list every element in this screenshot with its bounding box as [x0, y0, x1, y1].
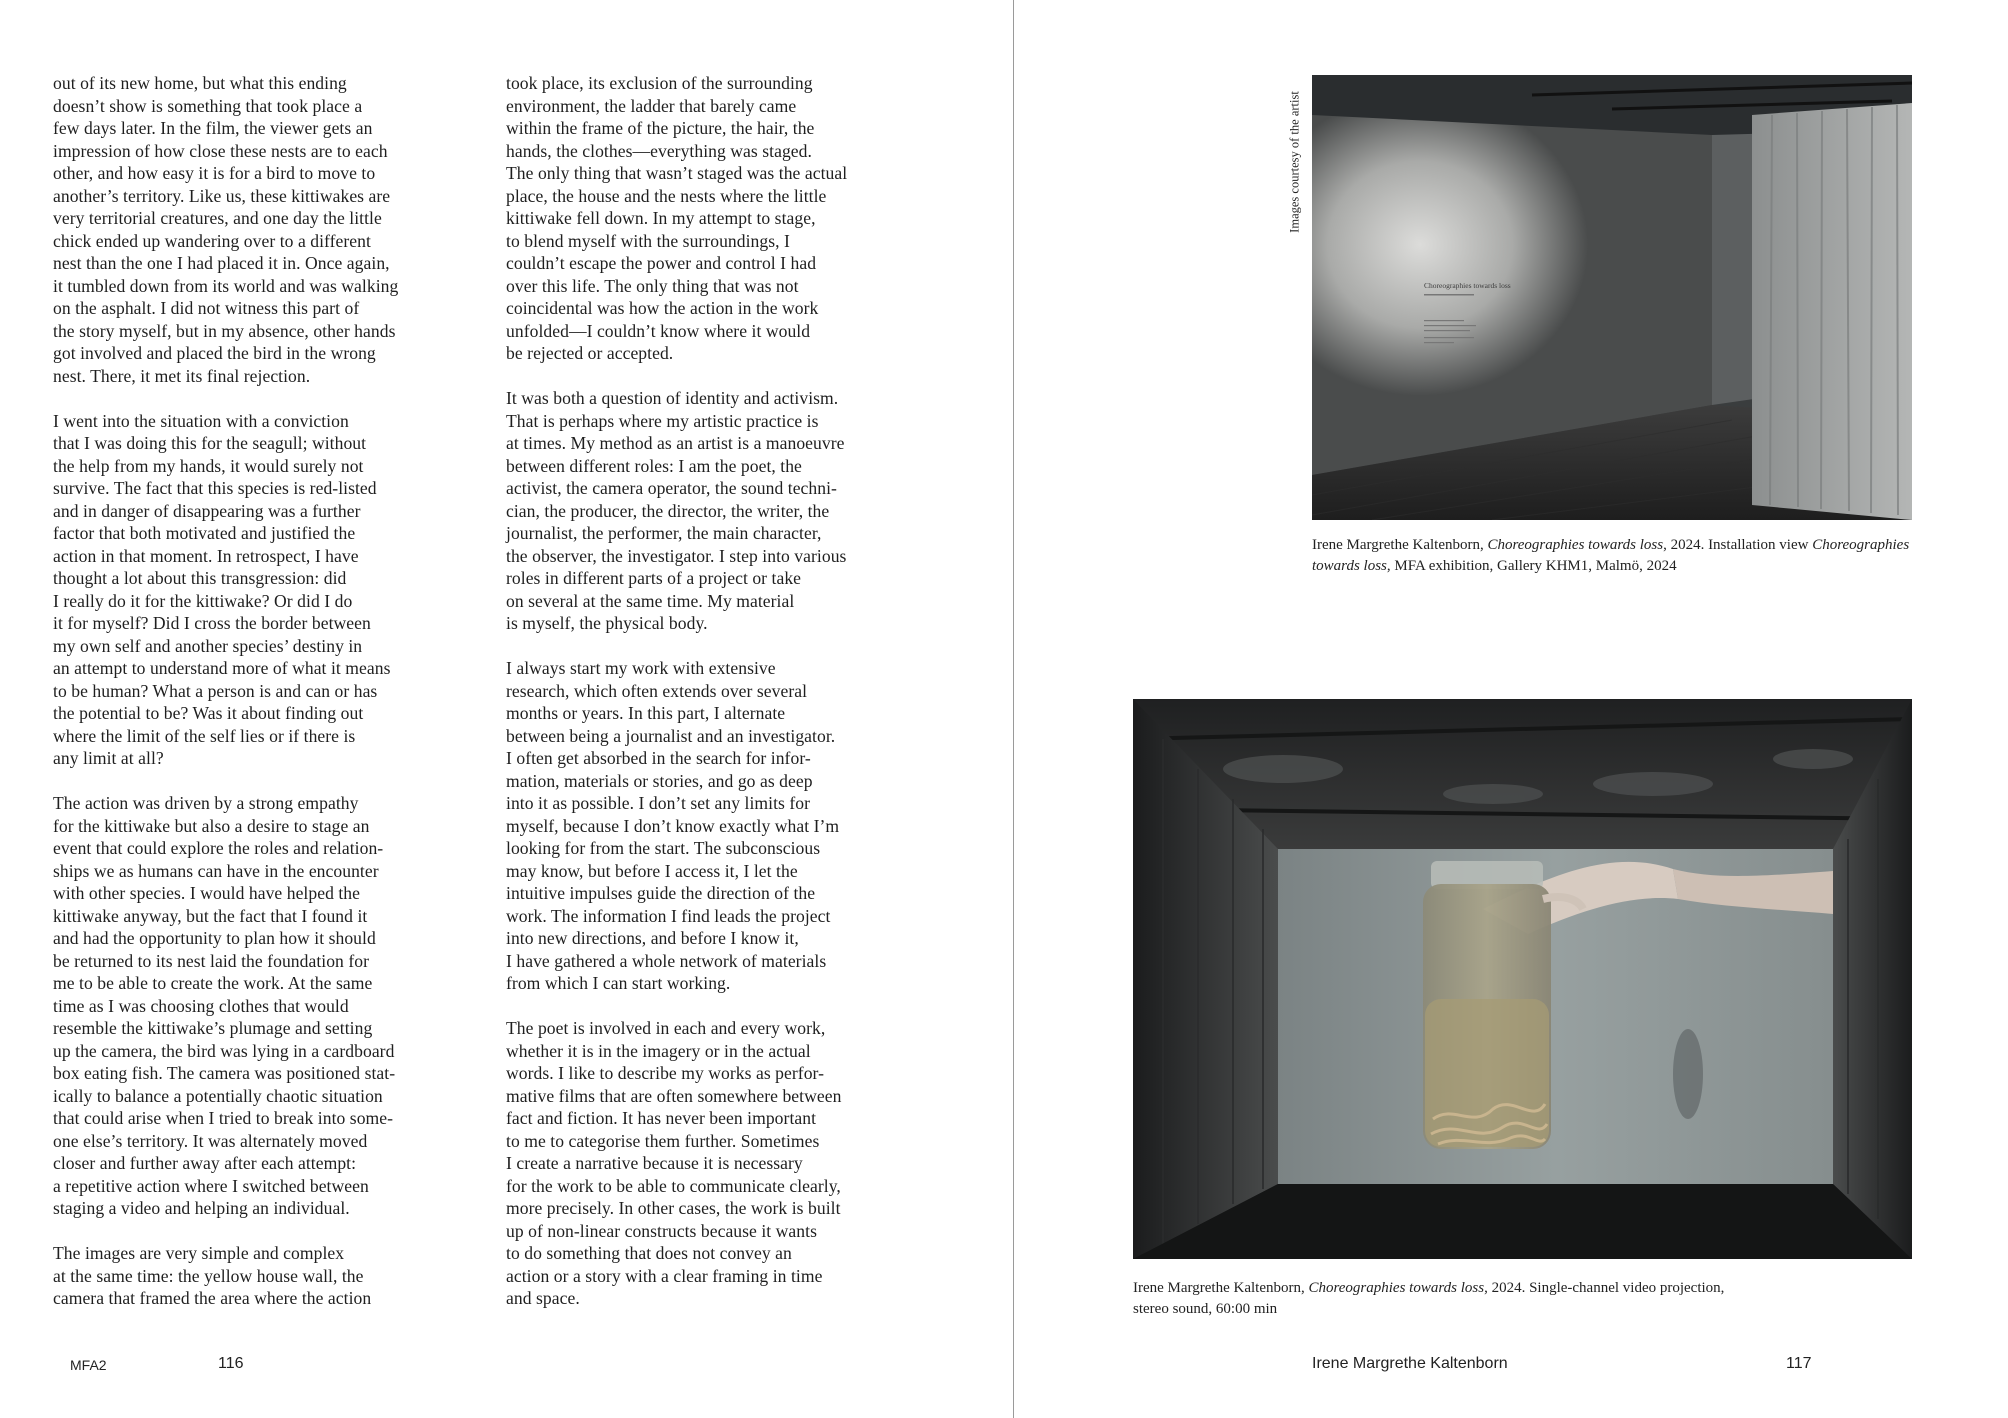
- text-line: myself, because I don’t know exactly what I’m: [506, 815, 840, 836]
- text-line: be rejected or accepted.: [506, 343, 674, 363]
- text-line: mation, materials or stories, and go as deep: [506, 770, 813, 791]
- text-line: it tumbled down from its world and was walking: [53, 275, 399, 296]
- image-credit: [1284, 74, 1306, 250]
- text-line: out of its new home, but what this ending: [53, 73, 347, 93]
- text-line: coincidental was how the action in the work: [506, 298, 819, 318]
- text-line: roles in different parts of a project or take: [506, 568, 802, 588]
- text-line: that could arise when I tried to break into some-: [53, 1108, 394, 1128]
- text-line: chick ended up wandering over to a different: [53, 230, 371, 251]
- text-line: and had the opportunity to plan how it should: [53, 928, 376, 948]
- text-line: impression of how close these nests are to each: [53, 140, 388, 161]
- text-line: a repetitive action where I switched between: [53, 1175, 369, 1196]
- text-line: camera that framed the area where the action: [53, 1288, 372, 1308]
- text-line: The poet is involved in each and every work,: [506, 1018, 826, 1038]
- text-line: for the kittiwake but also a desire to stage an: [53, 815, 370, 836]
- text-line: over this life. The only thing that was not: [506, 275, 799, 296]
- text-line: that I was doing this for the seagull; without: [53, 433, 367, 453]
- text-line: intuitive impulses guide the direction of the: [506, 883, 816, 903]
- publication-label: MFA2: [70, 1357, 107, 1373]
- paragraph: [506, 72, 916, 365]
- text-line: unfolded—I couldn’t know where it would: [506, 320, 811, 341]
- text-line: nest than the one I had placed it in. Once again,: [53, 253, 390, 273]
- text-line: me to be able to create the work. At the same: [53, 973, 373, 993]
- text-line: doesn’t show is something that took place a: [53, 95, 363, 116]
- text-line: looking for from the start. The subconscious: [506, 838, 821, 858]
- text-line: fact and fiction. It has never been important: [506, 1108, 817, 1128]
- text-line: That is perhaps where my artistic practice is: [506, 410, 819, 431]
- figure-2-caption: [1133, 1278, 1773, 1320]
- text-line: got involved and placed the bird in the wrong: [53, 343, 376, 363]
- text-line: may know, but before I access it, I let the: [506, 860, 798, 881]
- text-line: staging a video and helping an individual.: [53, 1198, 350, 1218]
- paragraph: [53, 72, 463, 387]
- text-line: thought a lot about this transgression: did: [53, 568, 347, 588]
- text-line: between different roles: I am the poet, the: [506, 455, 802, 476]
- text-line: It was both a question of identity and activism.: [506, 388, 839, 408]
- figure-1-caption-line-2: towards loss, MFA exhibition, Gallery KHM1, Malmö, 2024: [1312, 558, 1677, 574]
- text-line: up the camera, the bird was lying in a cardboard: [53, 1040, 395, 1061]
- text-line: box eating fish. The camera was positioned stat-: [53, 1063, 396, 1083]
- text-line: is myself, the physical body.: [506, 613, 708, 633]
- text-line: more precisely. In other cases, the work is built: [506, 1198, 841, 1218]
- text-line: closer and further away after each attempt:: [53, 1153, 357, 1173]
- text-line: the potential to be? Was it about finding out: [53, 703, 364, 723]
- text-line: I went into the situation with a conviction: [53, 410, 349, 431]
- text-line: few days later. In the film, the viewer gets an: [53, 118, 373, 138]
- text-line: I often get absorbed in the search for infor-: [506, 748, 811, 768]
- text-line: action in that moment. In retrospect, I have: [53, 545, 359, 566]
- text-line: kittiwake fell down. In my attempt to stage,: [506, 208, 816, 228]
- text-line: on the asphalt. I did not witness this part of: [53, 298, 360, 318]
- body-text-column-1: [53, 72, 463, 1310]
- text-line: to do something that does not convey an: [506, 1243, 792, 1263]
- installation-view-photo: [1312, 75, 1912, 520]
- text-line: place, the house and the nests where the little: [506, 185, 827, 206]
- text-line: my own self and another species’ destiny in: [53, 635, 363, 656]
- text-line: to be human? What a person is and can or has: [53, 680, 378, 701]
- text-line: The action was driven by a strong empathy: [53, 793, 359, 813]
- text-line: into it as possible. I don’t set any limits for: [506, 793, 811, 813]
- text-line: the story myself, but in my absence, other hands: [53, 320, 396, 341]
- paragraph: [506, 657, 916, 995]
- text-line: journalist, the performer, the main character,: [506, 523, 822, 543]
- text-line: whether it is in the imagery or in the actual: [506, 1040, 811, 1061]
- text-line: activist, the camera operator, the sound techni-: [506, 478, 837, 498]
- text-line: I have gathered a whole network of materials: [506, 950, 827, 971]
- text-line: up of non-linear constructs because it wants: [506, 1220, 817, 1241]
- text-line: survive. The fact that this species is red-listed: [53, 478, 377, 498]
- text-line: to blend myself with the surroundings, I: [506, 230, 790, 251]
- text-line: factor that both motivated and justified the: [53, 523, 356, 543]
- text-line: The images are very simple and complex: [53, 1243, 345, 1263]
- text-line: into new directions, and before I know it,: [506, 928, 799, 948]
- text-line: nest. There, it met its final rejection.: [53, 365, 311, 386]
- figure-1-caption: [1312, 535, 1922, 577]
- text-line: I always start my work with extensive: [506, 658, 776, 678]
- text-line: the observer, the investigator. I step into various: [506, 545, 847, 566]
- text-line: work. The information I find leads the project: [506, 905, 831, 926]
- text-line: at times. My method as an artist is a manoeuvre: [506, 433, 845, 453]
- text-line: between being a journalist and an investigator.: [506, 725, 836, 746]
- text-line: to me to categorise them further. Sometimes: [506, 1130, 820, 1151]
- text-line: event that could explore the roles and relation-: [53, 838, 384, 858]
- text-line: another’s territory. Like us, these kittiwakes are: [53, 185, 391, 206]
- figure-2-caption-line-1: Irene Margrethe Kaltenborn, Choreographies towards loss, 2024. Single-channel video projection,: [1133, 1280, 1725, 1296]
- text-line: ships we as humans can have in the encounter: [53, 860, 379, 881]
- text-line: on several at the same time. My material: [506, 590, 795, 611]
- text-line: and in danger of disappearing was a further: [53, 500, 361, 521]
- text-line: resemble the kittiwake’s plumage and setting: [53, 1018, 373, 1038]
- text-line: where the limit of the self lies or if there is: [53, 725, 356, 746]
- spread-fold-divider: [1013, 0, 1014, 1418]
- text-line: one else’s territory. It was alternately moved: [53, 1130, 368, 1151]
- wall-text-title: Choreographies towards loss: [1424, 281, 1511, 290]
- text-line: months or years. In this part, I alternate: [506, 703, 786, 723]
- text-line: for the work to be able to communicate clearly,: [506, 1175, 841, 1196]
- text-line: be returned to its nest laid the foundation for: [53, 950, 370, 971]
- text-line: it for myself? Did I cross the border between: [53, 613, 371, 633]
- page-number-left: 116: [218, 1355, 244, 1372]
- text-line: hands, the clothes—everything was staged.: [506, 140, 812, 161]
- text-line: time as I was choosing clothes that would: [53, 995, 349, 1016]
- paragraph: [53, 792, 463, 1220]
- text-line: the help from my hands, it would surely not: [53, 455, 364, 476]
- paragraph: [53, 1242, 463, 1310]
- text-line: I create a narrative because it is necessary: [506, 1153, 803, 1173]
- text-line: and space.: [506, 1288, 580, 1308]
- artist-name-footer: Irene Margrethe Kaltenborn: [1312, 1355, 1508, 1372]
- paragraph: [506, 387, 916, 635]
- body-text-column-2: [506, 72, 916, 1310]
- text-line: words. I like to describe my works as perfor-: [506, 1063, 825, 1083]
- text-line: within the frame of the picture, the hair, the: [506, 118, 815, 138]
- text-line: at the same time: the yellow house wall, the: [53, 1265, 364, 1286]
- text-line: took place, its exclusion of the surrounding: [506, 73, 813, 93]
- text-line: very territorial creatures, and one day the little: [53, 208, 382, 228]
- text-line: mative films that are often somewhere between: [506, 1085, 842, 1106]
- text-line: environment, the ladder that barely came: [506, 95, 797, 116]
- text-line: action or a story with a clear framing in time: [506, 1265, 823, 1286]
- text-line: I really do it for the kittiwake? Or did I do: [53, 590, 353, 611]
- text-line: ically to balance a potentially chaotic situation: [53, 1085, 383, 1106]
- text-line: any limit at all?: [53, 748, 164, 768]
- text-line: with other species. I would have helped the: [53, 883, 361, 903]
- text-line: The only thing that wasn’t staged was the actual: [506, 163, 848, 183]
- text-line: research, which often extends over several: [506, 680, 808, 701]
- figure-1-caption-line-1: Irene Margrethe Kaltenborn, Choreographies towards loss, 2024. Installation view Choreographies: [1312, 537, 1910, 553]
- text-line: from which I can start working.: [506, 973, 731, 993]
- paragraph: [53, 410, 463, 770]
- text-line: couldn’t escape the power and control I had: [506, 253, 817, 273]
- text-line: kittiwake anyway, but the fact that I found it: [53, 905, 368, 926]
- text-line: cian, the producer, the director, the writer, the: [506, 500, 830, 521]
- video-projection-photo: [1133, 699, 1912, 1259]
- figure-2-caption-line-2: stereo sound, 60:00 min: [1133, 1301, 1278, 1317]
- text-line: other, and how easy it is for a bird to move to: [53, 163, 376, 183]
- page-number-right: 117: [1786, 1355, 1812, 1372]
- image-credit-text: Images courtesy of the artist: [1287, 91, 1302, 233]
- paragraph: [506, 1017, 916, 1310]
- text-line: an attempt to understand more of what it means: [53, 658, 391, 678]
